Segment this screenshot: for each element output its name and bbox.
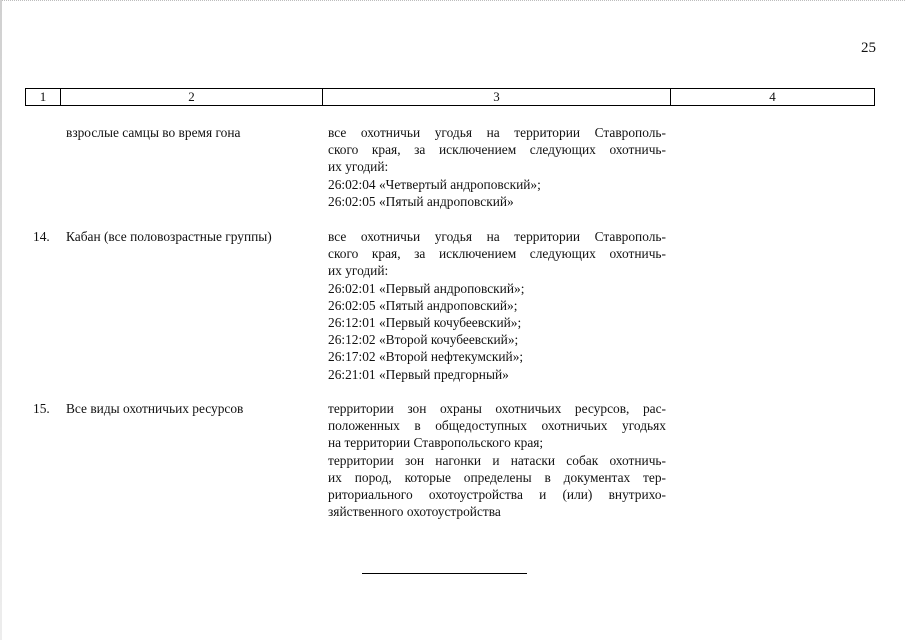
hunting-ground-line: 26:02:05 «Пятый андроповский» [328,193,514,209]
page-number: 25 [861,40,876,56]
hunting-ground-line: территории зон охраны охотничьих ресурсов, рас- [328,401,666,416]
hunting-ground-line: 26:02:01 «Первый андроповский»; [328,280,525,296]
hunting-grounds-cell [328,124,666,210]
row-number: 15. [33,401,50,416]
hunting-ground-line: их пород, которые определены в документах тер- [328,469,666,485]
hunting-ground-line: 26:02:05 «Пятый андроповский»; [328,297,518,313]
end-of-table-rule [362,573,527,574]
hunting-ground-line: все охотничьи угодья на территории Ставрополь- [328,229,666,244]
row-number: 14. [33,229,50,244]
table-header-row [25,88,875,106]
hunting-ground-line: положенных в общедоступных охотничьих угодьях [328,418,666,434]
header-col-2: 2 [61,89,323,105]
hunting-ground-line: ского края, за исключением следующих охотничь- [328,246,666,262]
hunting-ground-line: 26:17:02 «Второй нефтекумский»; [328,349,524,365]
hunting-grounds-cell [328,400,666,520]
hunting-ground-line: зяйственного охотоустройства [328,504,501,520]
hunting-ground-line: на территории Ставропольского края; [328,435,544,451]
header-col-1: 1 [26,89,61,105]
hunting-ground-line: их угодий: [328,263,389,279]
scan-left-edge [0,0,2,640]
hunting-ground-line: территории зон нагонки и натаски собак охотничь- [328,452,666,468]
header-col-4: 4 [769,89,776,104]
scan-top-edge [0,0,905,5]
hunting-ground-line: все охотничьи угодья на территории Ставрополь- [328,125,666,140]
hunting-ground-line: риториального охотоустройства и (или) внутрихо- [328,487,666,503]
species-cell: взрослые самцы во время гона [66,125,241,140]
hunting-ground-line: их угодий: [328,159,389,175]
hunting-ground-line: 26:21:01 «Первый предгорный» [328,366,509,382]
species-cell: Кабан (все половозрастные группы) [66,229,272,244]
hunting-ground-line: ского края, за исключением следующих охотничь- [328,142,666,158]
hunting-ground-line: 26:12:01 «Первый кочубеевский»; [328,315,522,331]
hunting-grounds-cell [328,228,666,383]
hunting-ground-line: 26:12:02 «Второй кочубеевский»; [328,332,519,348]
species-cell: Все виды охотничьих ресурсов [66,401,244,416]
hunting-ground-line: 26:02:04 «Четвертый андроповский»; [328,176,541,192]
header-col-3: 3 [323,89,671,105]
